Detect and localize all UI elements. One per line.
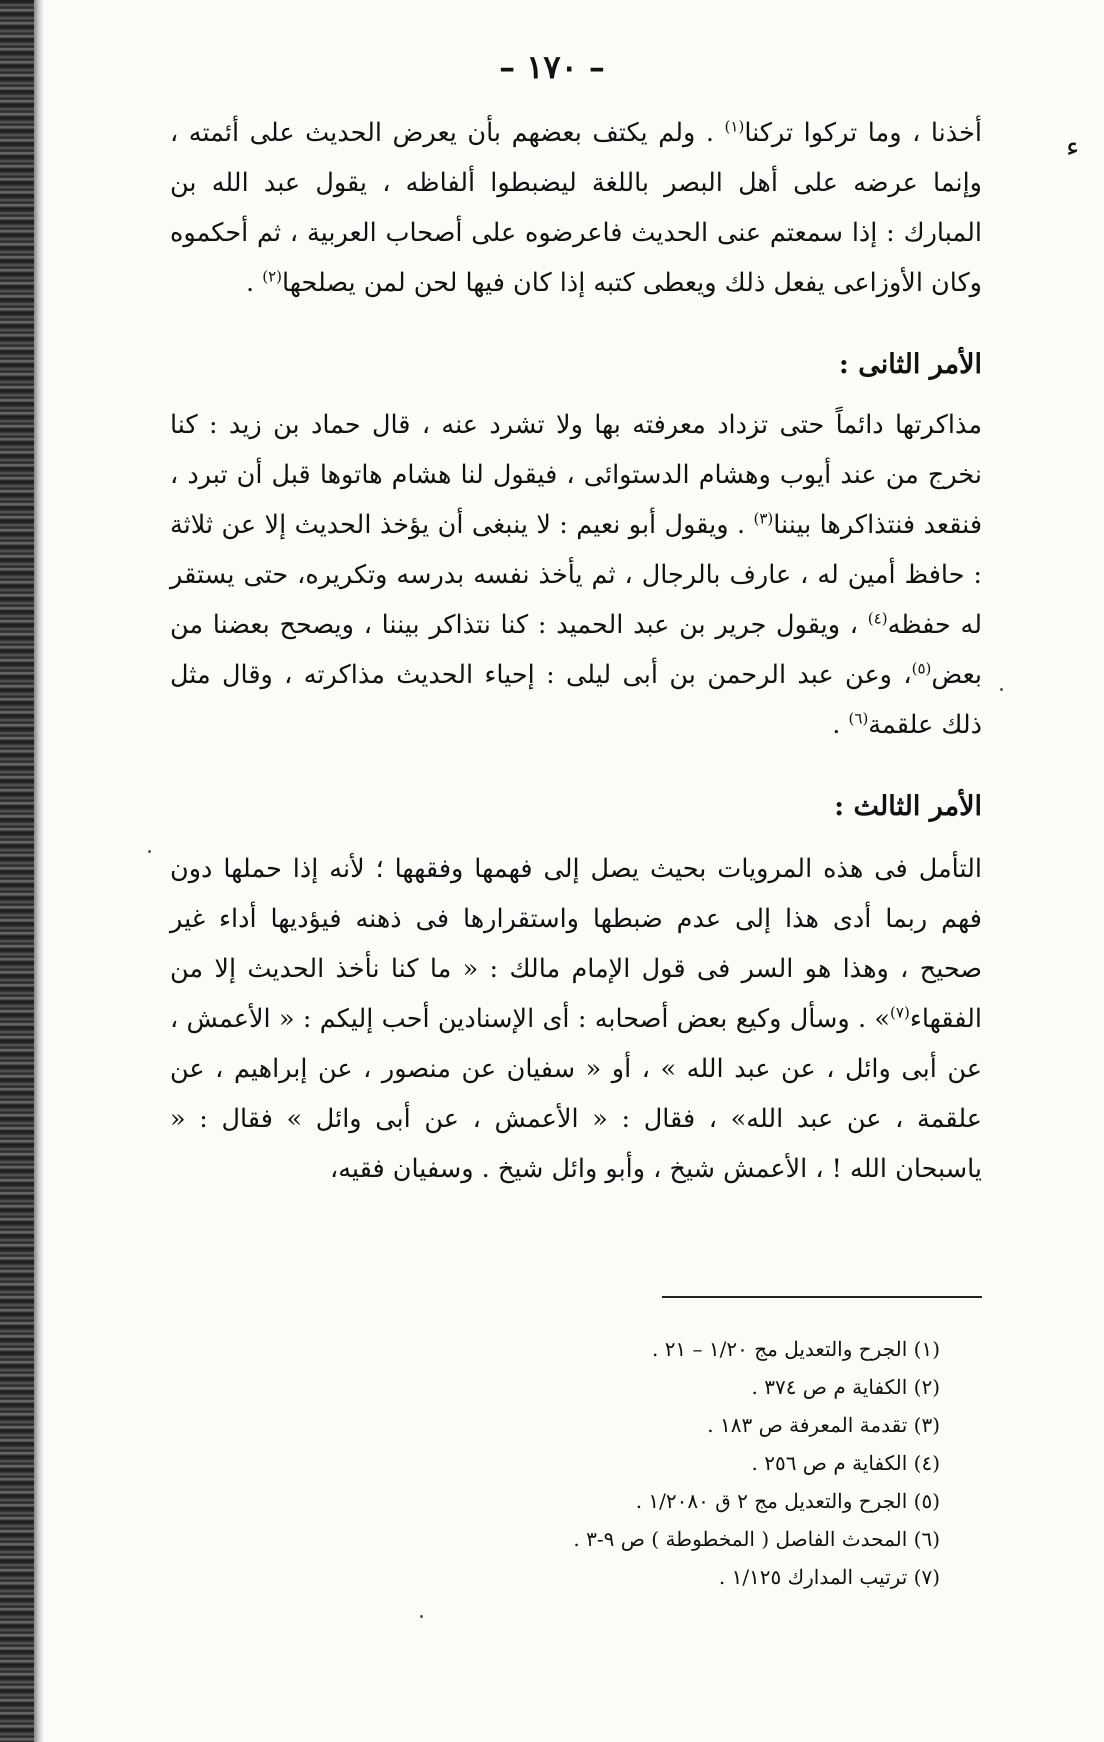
footnote-2: (٢) الكفاية م ص ٣٧٤ . — [751, 1375, 940, 1399]
paragraph-1-end: . — [245, 268, 263, 298]
paragraph-2-text-d: ، وعن عبد الرحمن بن أبى ليلى : إحياء الحديث مذاكرته ، وقال مثل ذلك علقمة — [170, 660, 982, 740]
footnote-5: (٥) الجرح والتعديل مج ٢ ق ١/٢٠٨٠ . — [635, 1489, 940, 1513]
scan-binding-edge — [0, 0, 34, 1742]
margin-mark: ء — [1066, 130, 1080, 163]
page-number: – ١٧٠ – — [499, 48, 605, 86]
main-text — [170, 108, 982, 1194]
footnote-ref-1: (١) — [724, 117, 745, 136]
paragraph-3-text-a: التأمل فى هذه المرويات بحيث يصل إلى فهمها وفقهها ؛ لأنه إذا حملها دون فهم ربما أدى هذا إلى عدم ضبطها واستقرارها فى ذهنه فيؤديها أداء غير صحيح ، وهذا هو السر فى قول الإمام مالك : « ما كنا نأخذ الحديث إلا من الفقهاء — [170, 854, 982, 1034]
footnote-1: (١) الجرح والتعديل مج ١/٢٠ – ٢١ . — [651, 1337, 940, 1361]
footnote-ref-2: (٢) — [262, 267, 282, 286]
section-heading-second: الأمر الثانى : — [838, 349, 982, 380]
paragraph-1-text-b: . ولم يكتف بعضهم بأن يعرض الحديث على أئمته ، وإنما عرضه على أهل البصر باللغة ليضبطوا ألفاظه ، يقول عبد الله بن المبارك : إذا سمعتم عنى الحديث فاعرضوه على أصحاب العربية ، ثم أحكموه وكان الأوزاعى يفعل ذلك ويعطى كتبه إذا كان فيها لحن لمن يصلحها — [170, 118, 982, 298]
paragraph-2-end: . — [832, 710, 849, 740]
paragraph-2-text-c: ، ويقول جرير بن عبد الحميد : كنا نتذاكر بيننا ، ويصحح بعضنا من بعض — [170, 610, 982, 690]
footnote-ref-4: (٤) — [867, 609, 888, 628]
footnote-ref-7: (٧) — [890, 1003, 910, 1022]
footnote-3: (٣) تقدمة المعرفة ص ١٨٣ . — [707, 1413, 940, 1437]
section-heading-third: الأمر الثالث : — [834, 791, 982, 822]
paragraph-3-text-b: » . وسأل وكيع بعض أصحابه : أى الإسنادين أحب إليكم : « الأعمش ، عن أبى وائل ، عن عبد الله » ، أو « سفيان عن منصور ، عن إبراهيم ، عن علقمة ، عن عبد الله» ، فقال : « الأعمش ، عن أبى وائل » فقال : « ياسبحان الله ! ، الأعمش شيخ ، وأبو وائل شيخ . وسفيان فقيه، — [170, 1004, 982, 1184]
footnotes — [450, 1330, 940, 1596]
paragraph-3 — [170, 844, 982, 1194]
scan-speck — [148, 850, 151, 853]
scan-binding-shadow — [34, 0, 44, 1742]
footnote-6: (٦) المحدث الفاصل ( المخطوطة ) ص ٩-٣ . — [573, 1527, 940, 1551]
paragraph-2-text-a: مذاكرتها دائماً حتى تزداد معرفته بها ولا تشرد عنه ، قال حماد بن زيد : كنا نخرج من عند أيوب وهشام الدستوائى ، فيقول لنا هشام هاتوها قبل أن تبرد ، فنقعد فنتذاكرها بيننا — [170, 410, 983, 540]
paragraph-2-text-b: . ويقول أبو نعيم : لا ينبغى أن يؤخذ الحديث إلا عن ثلاثة : حافظ أمين له ، عارف بالرجال ، ثم يأخذ نفسه بدرسه وتكريره، حتى يستقر له حفظه — [170, 510, 982, 640]
paragraph-1 — [170, 108, 982, 308]
paragraph-1-text-a: أخذنا ، وما تركوا تركنا — [744, 118, 982, 148]
scan-speck — [1000, 688, 1003, 691]
footnote-7: (٧) ترتيب المدارك ١/١٢٥ . — [718, 1565, 940, 1589]
paragraph-2 — [170, 400, 982, 750]
footnote-ref-6: (٦) — [848, 709, 869, 728]
footnote-ref-5: (٥) — [911, 659, 932, 678]
footnote-separator — [662, 1296, 982, 1298]
footnote-4: (٤) الكفاية م ص ٢٥٦ . — [751, 1451, 940, 1475]
footnote-ref-3: (٣) — [753, 509, 774, 528]
scan-speck — [420, 1615, 423, 1618]
